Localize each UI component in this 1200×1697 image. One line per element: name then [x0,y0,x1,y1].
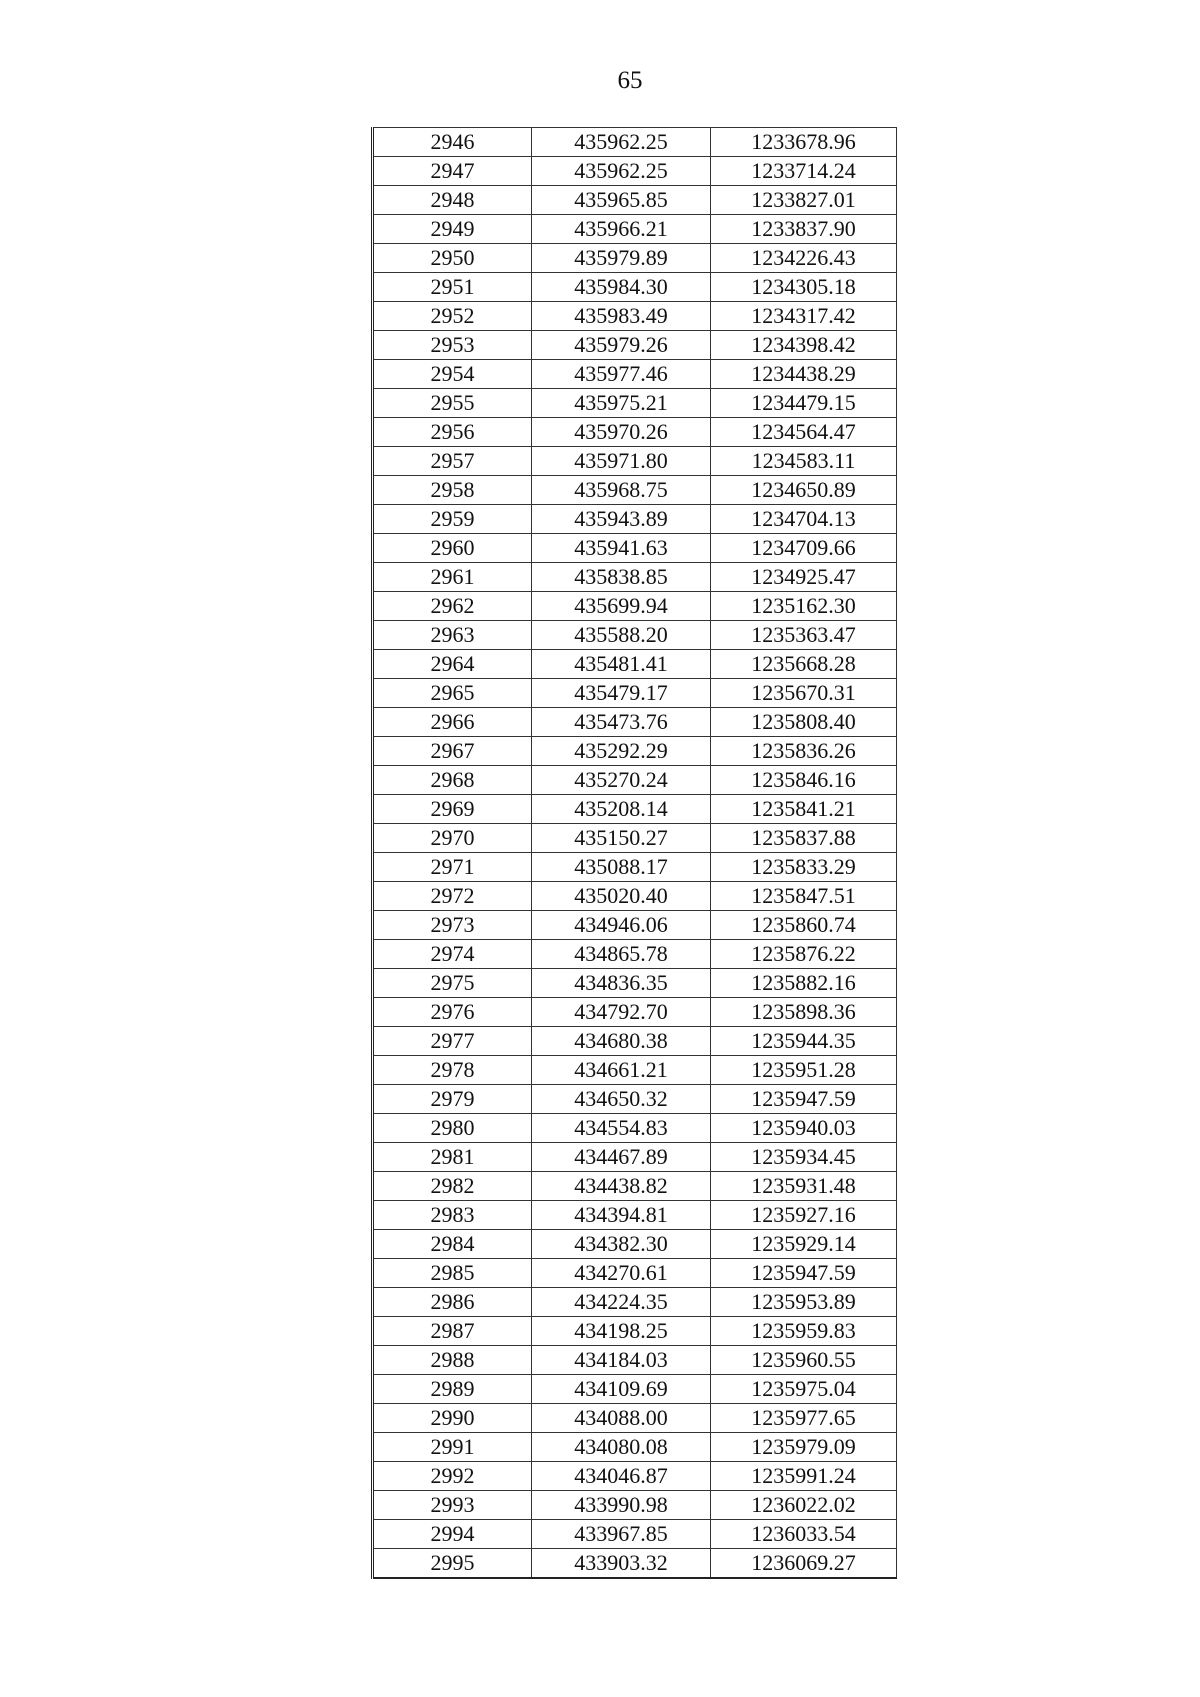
x-coordinate-cell: 435971.80 [532,447,711,476]
table-row [373,302,897,331]
x-coordinate-cell: 435979.26 [532,331,711,360]
table-row [373,505,897,534]
y-coordinate-cell: 1235977.65 [711,1404,897,1433]
x-coordinate-cell: 435479.17 [532,679,711,708]
point-number-cell: 2977 [373,1027,532,1056]
x-coordinate-cell: 435150.27 [532,824,711,853]
point-number-cell: 2971 [373,853,532,882]
x-coordinate-cell: 435208.14 [532,795,711,824]
table-row [373,1462,897,1491]
table-row [373,273,897,302]
table-row [373,534,897,563]
table-row [373,1143,897,1172]
y-coordinate-cell: 1236069.27 [711,1549,897,1579]
y-coordinate-cell: 1235363.47 [711,621,897,650]
point-number-cell: 2995 [373,1549,532,1579]
y-coordinate-cell: 1235951.28 [711,1056,897,1085]
table-row [373,1172,897,1201]
point-number-cell: 2968 [373,766,532,795]
point-number-cell: 2983 [373,1201,532,1230]
table-row [373,824,897,853]
y-coordinate-cell: 1235960.55 [711,1346,897,1375]
x-coordinate-cell: 434438.82 [532,1172,711,1201]
point-number-cell: 2963 [373,621,532,650]
point-number-cell: 2982 [373,1172,532,1201]
y-coordinate-cell: 1234704.13 [711,505,897,534]
table-row [373,1375,897,1404]
table-row [373,679,897,708]
y-coordinate-cell: 1234226.43 [711,244,897,273]
x-coordinate-cell: 435968.75 [532,476,711,505]
y-coordinate-cell: 1234709.66 [711,534,897,563]
table-row [373,911,897,940]
table-row [373,650,897,679]
x-coordinate-cell: 435270.24 [532,766,711,795]
y-coordinate-cell: 1235837.88 [711,824,897,853]
point-number-cell: 2989 [373,1375,532,1404]
table-row [373,360,897,389]
x-coordinate-cell: 435481.41 [532,650,711,679]
y-coordinate-cell: 1234305.18 [711,273,897,302]
x-coordinate-cell: 435020.40 [532,882,711,911]
y-coordinate-cell: 1235947.59 [711,1259,897,1288]
table-row [373,418,897,447]
point-number-cell: 2964 [373,650,532,679]
x-coordinate-cell: 434198.25 [532,1317,711,1346]
y-coordinate-cell: 1235668.28 [711,650,897,679]
y-coordinate-cell: 1233837.90 [711,215,897,244]
x-coordinate-cell: 434680.38 [532,1027,711,1056]
y-coordinate-cell: 1235991.24 [711,1462,897,1491]
point-number-cell: 2967 [373,737,532,766]
table-row [373,998,897,1027]
point-number-cell: 2948 [373,186,532,215]
y-coordinate-cell: 1234317.42 [711,302,897,331]
y-coordinate-cell: 1235860.74 [711,911,897,940]
table-row [373,215,897,244]
table-row [373,1549,897,1579]
table-row [373,795,897,824]
table-row [373,1085,897,1114]
point-number-cell: 2953 [373,331,532,360]
x-coordinate-cell: 435941.63 [532,534,711,563]
table-row [373,563,897,592]
x-coordinate-cell: 435966.21 [532,215,711,244]
y-coordinate-cell: 1235876.22 [711,940,897,969]
x-coordinate-cell: 433967.85 [532,1520,711,1549]
point-number-cell: 2970 [373,824,532,853]
point-number-cell: 2985 [373,1259,532,1288]
x-coordinate-cell: 435984.30 [532,273,711,302]
x-coordinate-cell: 434109.69 [532,1375,711,1404]
point-number-cell: 2976 [373,998,532,1027]
point-number-cell: 2987 [373,1317,532,1346]
y-coordinate-cell: 1236033.54 [711,1520,897,1549]
point-number-cell: 2947 [373,157,532,186]
point-number-cell: 2993 [373,1491,532,1520]
point-number-cell: 2975 [373,969,532,998]
y-coordinate-cell: 1235944.35 [711,1027,897,1056]
table-row [373,1201,897,1230]
point-number-cell: 2965 [373,679,532,708]
x-coordinate-cell: 434661.21 [532,1056,711,1085]
point-number-cell: 2958 [373,476,532,505]
table-row [373,882,897,911]
y-coordinate-cell: 1234564.47 [711,418,897,447]
y-coordinate-cell: 1235927.16 [711,1201,897,1230]
point-number-cell: 2974 [373,940,532,969]
y-coordinate-cell: 1234650.89 [711,476,897,505]
y-coordinate-cell: 1233827.01 [711,186,897,215]
y-coordinate-cell: 1235808.40 [711,708,897,737]
table-row [373,592,897,621]
table-row [373,737,897,766]
table-body [373,128,897,1579]
point-number-cell: 2973 [373,911,532,940]
point-number-cell: 2959 [373,505,532,534]
y-coordinate-cell: 1235882.16 [711,969,897,998]
x-coordinate-cell: 435979.89 [532,244,711,273]
x-coordinate-cell: 434650.32 [532,1085,711,1114]
point-number-cell: 2946 [373,128,532,157]
point-number-cell: 2962 [373,592,532,621]
x-coordinate-cell: 435088.17 [532,853,711,882]
y-coordinate-cell: 1234925.47 [711,563,897,592]
point-number-cell: 2994 [373,1520,532,1549]
x-coordinate-cell: 434046.87 [532,1462,711,1491]
y-coordinate-cell: 1236022.02 [711,1491,897,1520]
y-coordinate-cell: 1235931.48 [711,1172,897,1201]
y-coordinate-cell: 1235975.04 [711,1375,897,1404]
y-coordinate-cell: 1235836.26 [711,737,897,766]
table-row [373,476,897,505]
table-row [373,1114,897,1143]
point-number-cell: 2961 [373,563,532,592]
table-row [373,1491,897,1520]
table-row [373,853,897,882]
table-row [373,708,897,737]
table-row [373,940,897,969]
y-coordinate-cell: 1234398.42 [711,331,897,360]
y-coordinate-cell: 1235846.16 [711,766,897,795]
point-number-cell: 2991 [373,1433,532,1462]
x-coordinate-cell: 435943.89 [532,505,711,534]
y-coordinate-cell: 1235953.89 [711,1288,897,1317]
x-coordinate-cell: 435975.21 [532,389,711,418]
point-number-cell: 2992 [373,1462,532,1491]
y-coordinate-cell: 1235670.31 [711,679,897,708]
table-row [373,186,897,215]
y-coordinate-cell: 1234438.29 [711,360,897,389]
point-number-cell: 2957 [373,447,532,476]
x-coordinate-cell: 433990.98 [532,1491,711,1520]
table-row [373,389,897,418]
x-coordinate-cell: 434792.70 [532,998,711,1027]
table-row [373,244,897,273]
x-coordinate-cell: 434946.06 [532,911,711,940]
point-number-cell: 2949 [373,215,532,244]
x-coordinate-cell: 434382.30 [532,1230,711,1259]
point-number-cell: 2986 [373,1288,532,1317]
y-coordinate-cell: 1235162.30 [711,592,897,621]
table-row [373,1288,897,1317]
y-coordinate-cell: 1235841.21 [711,795,897,824]
x-coordinate-cell: 434088.00 [532,1404,711,1433]
point-number-cell: 2990 [373,1404,532,1433]
y-coordinate-cell: 1235959.83 [711,1317,897,1346]
table-row [373,766,897,795]
x-coordinate-cell: 434224.35 [532,1288,711,1317]
point-number-cell: 2966 [373,708,532,737]
point-number-cell: 2978 [373,1056,532,1085]
point-number-cell: 2969 [373,795,532,824]
x-coordinate-cell: 435965.85 [532,186,711,215]
table-row [373,1404,897,1433]
table-row [373,1230,897,1259]
table-row [373,1259,897,1288]
coordinates-table [371,127,897,1579]
point-number-cell: 2952 [373,302,532,331]
y-coordinate-cell: 1235979.09 [711,1433,897,1462]
x-coordinate-cell: 434184.03 [532,1346,711,1375]
point-number-cell: 2980 [373,1114,532,1143]
x-coordinate-cell: 434080.08 [532,1433,711,1462]
point-number-cell: 2950 [373,244,532,273]
point-number-cell: 2960 [373,534,532,563]
point-number-cell: 2988 [373,1346,532,1375]
x-coordinate-cell: 435962.25 [532,128,711,157]
y-coordinate-cell: 1235940.03 [711,1114,897,1143]
y-coordinate-cell: 1235929.14 [711,1230,897,1259]
y-coordinate-cell: 1235833.29 [711,853,897,882]
y-coordinate-cell: 1234583.11 [711,447,897,476]
x-coordinate-cell: 434554.83 [532,1114,711,1143]
table-row [373,1027,897,1056]
table-row [373,1056,897,1085]
point-number-cell: 2984 [373,1230,532,1259]
table-row [373,969,897,998]
y-coordinate-cell: 1235898.36 [711,998,897,1027]
x-coordinate-cell: 435962.25 [532,157,711,186]
x-coordinate-cell: 434865.78 [532,940,711,969]
table-row [373,1433,897,1462]
x-coordinate-cell: 435699.94 [532,592,711,621]
y-coordinate-cell: 1235847.51 [711,882,897,911]
table-row [373,621,897,650]
x-coordinate-cell: 434836.35 [532,969,711,998]
table-row [373,1317,897,1346]
point-number-cell: 2972 [373,882,532,911]
x-coordinate-cell: 435977.46 [532,360,711,389]
table-row [373,1346,897,1375]
table-row [373,447,897,476]
y-coordinate-cell: 1234479.15 [711,389,897,418]
y-coordinate-cell: 1235947.59 [711,1085,897,1114]
point-number-cell: 2981 [373,1143,532,1172]
table-row [373,331,897,360]
point-number-cell: 2954 [373,360,532,389]
point-number-cell: 2956 [373,418,532,447]
point-number-cell: 2979 [373,1085,532,1114]
x-coordinate-cell: 435473.76 [532,708,711,737]
table-row [373,157,897,186]
table-row [373,128,897,157]
point-number-cell: 2951 [373,273,532,302]
x-coordinate-cell: 435588.20 [532,621,711,650]
x-coordinate-cell: 434270.61 [532,1259,711,1288]
x-coordinate-cell: 433903.32 [532,1549,711,1579]
x-coordinate-cell: 435983.49 [532,302,711,331]
x-coordinate-cell: 435970.26 [532,418,711,447]
x-coordinate-cell: 434467.89 [532,1143,711,1172]
x-coordinate-cell: 435292.29 [532,737,711,766]
y-coordinate-cell: 1233678.96 [711,128,897,157]
x-coordinate-cell: 435838.85 [532,563,711,592]
table-row [373,1520,897,1549]
y-coordinate-cell: 1235934.45 [711,1143,897,1172]
point-number-cell: 2955 [373,389,532,418]
x-coordinate-cell: 434394.81 [532,1201,711,1230]
page-number: 65 [617,67,643,94]
y-coordinate-cell: 1233714.24 [711,157,897,186]
